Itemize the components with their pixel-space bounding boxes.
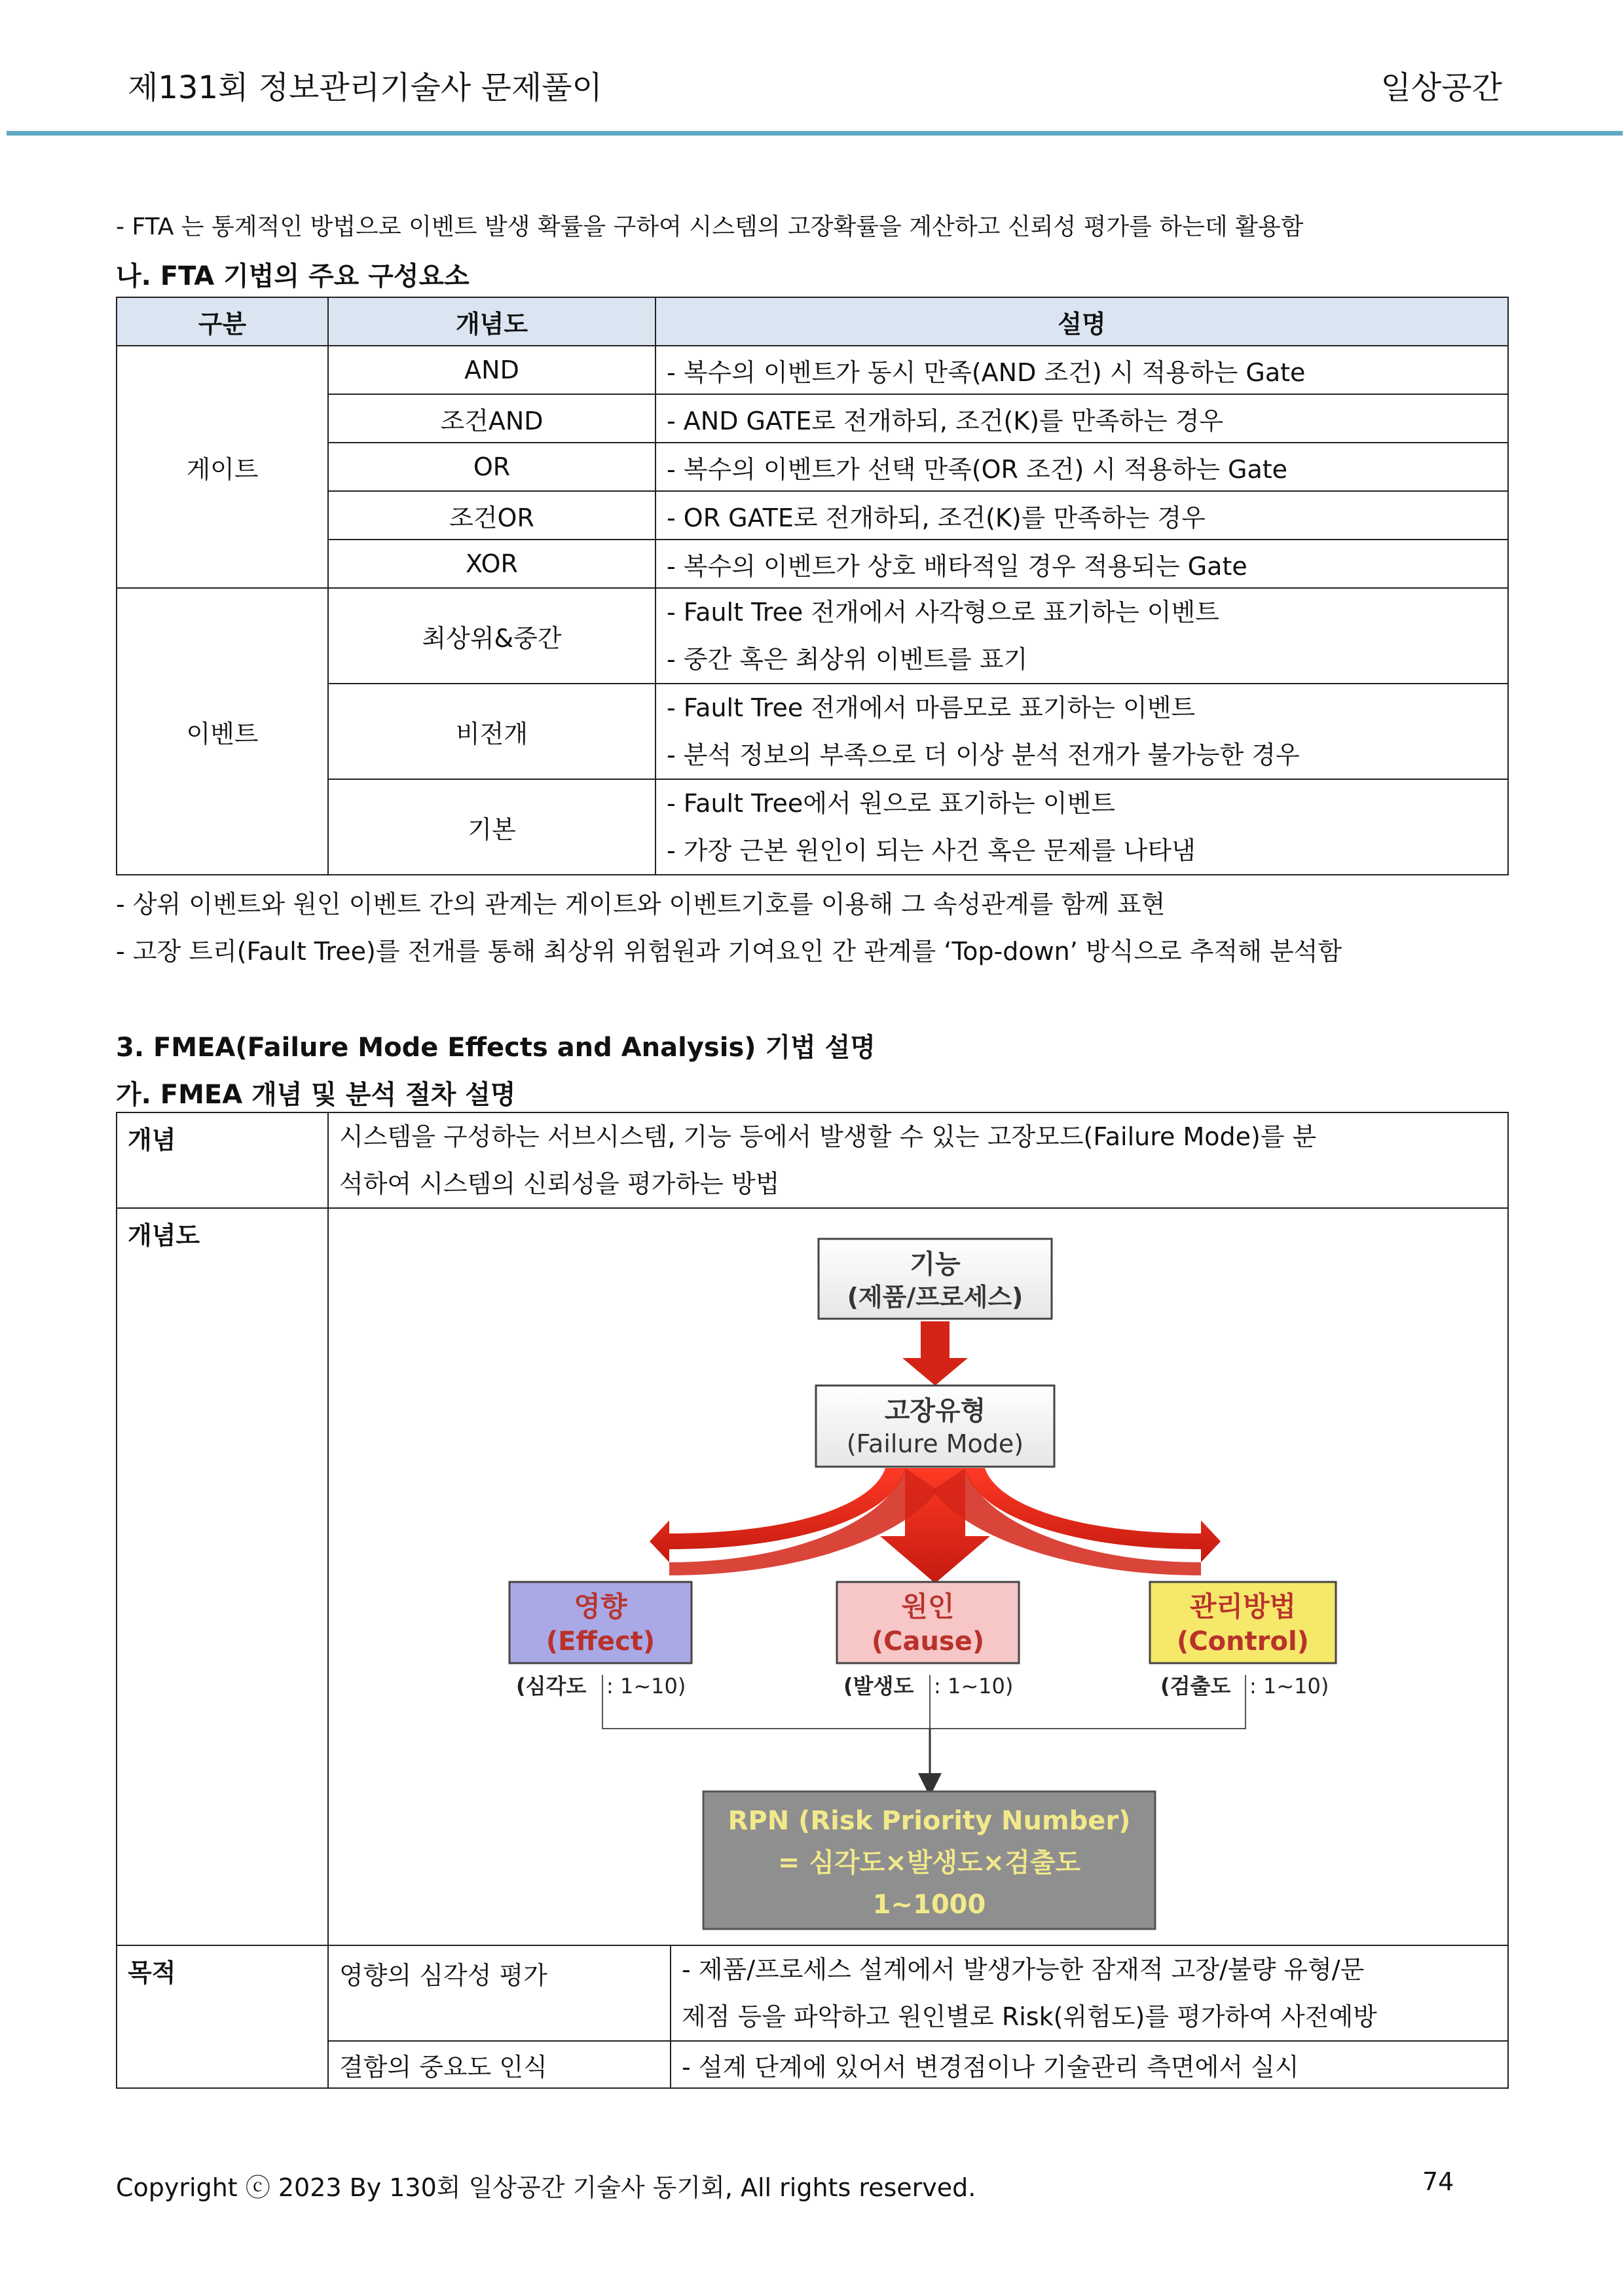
gate-name: OR	[328, 443, 655, 491]
event-desc-line: - 분석 정보의 부족으로 더 이상 분석 전개가 불가능한 경우	[667, 741, 1300, 769]
header-divider	[7, 131, 1623, 136]
gate-group-label: 게이트	[117, 346, 328, 588]
event-name: 비전개	[328, 684, 655, 779]
purpose-item: 결함의 중요도 인식	[328, 2041, 671, 2088]
rpn-range: 1~1000	[872, 1890, 986, 1920]
event-desc-line: - 가장 근본 원인이 되는 사건 혹은 문제를 나타냄	[667, 836, 1196, 865]
gate-name: AND	[328, 346, 655, 394]
severity-range: : 1~10)	[606, 1674, 686, 1698]
fta-heading: 나. FTA 기법의 주요 구성요소	[116, 261, 470, 291]
purpose-desc	[671, 1945, 1508, 2041]
gate-desc: - 복수의 이벤트가 선택 만족(OR 조건) 시 적용하는 Gate	[655, 443, 1508, 491]
fmea-table	[116, 1112, 1509, 2089]
gate-desc: - OR GATE로 전개하되, 조건(K)를 만족하는 경우	[655, 491, 1508, 540]
function-sublabel: (제품/프로세스)	[847, 1283, 1024, 1312]
col-header-description: 설명	[655, 297, 1508, 346]
event-desc-line: - Fault Tree 전개에서 마름모로 표기하는 이벤트	[667, 693, 1196, 722]
gate-name: 조건OR	[328, 491, 655, 540]
fmea-concept-line: 시스템을 구성하는 서브시스템, 기능 등에서 발생할 수 있는 고장모드(Failure Mode)를 분	[339, 1122, 1317, 1151]
fmea-diagram-label: 개념도	[117, 1208, 328, 1945]
event-desc	[655, 779, 1508, 875]
severity-label: (심각도	[516, 1674, 587, 1698]
fta-note: - 상위 이벤트와 원인 이벤트 간의 관계는 게이트와 이벤트기호를 이용해 그 속성관계를 함께 표현	[116, 890, 1166, 919]
rpn-title: RPN (Risk Priority Number)	[728, 1806, 1131, 1836]
fmea-subtitle: 가. FMEA 개념 및 분석 절차 설명	[116, 1080, 516, 1110]
purpose-item: 영향의 심각성 평가	[328, 1945, 671, 2041]
gate-name: XOR	[328, 540, 655, 588]
cause-label: 원인	[901, 1590, 955, 1623]
event-desc	[655, 684, 1508, 779]
purpose-desc-line: 제점 등을 파악하고 원인별로 Risk(위험도)를 평가하여 사전예방	[682, 2002, 1377, 2031]
control-label: 관리방법	[1189, 1590, 1297, 1623]
fmea-purpose-label: 목적	[117, 1945, 328, 2088]
detection-label: (검출도	[1160, 1674, 1231, 1698]
fmea-diagram-cell	[328, 1208, 1508, 1945]
effect-sublabel: (Effect)	[545, 1626, 655, 1657]
event-desc-line: - 중간 혹은 최상위 이벤트를 표기	[667, 645, 1028, 674]
rpn-formula: = 심각도×발생도×검출도	[777, 1848, 1081, 1878]
fta-intro: - FTA 는 통계적인 방법으로 이벤트 발생 확률을 구하여 시스템의 고장확률을 계산하고 신뢰성 평가를 하는데 활용함	[116, 213, 1304, 240]
detection-range: : 1~10)	[1249, 1674, 1329, 1698]
function-label: 기능	[910, 1249, 961, 1279]
event-desc	[655, 588, 1508, 684]
gate-desc: - AND GATE로 전개하되, 조건(K)를 만족하는 경우	[655, 394, 1508, 443]
purpose-desc-line: - 설계 단계에 있어서 변경점이나 기술관리 측면에서 실시	[682, 2052, 1299, 2082]
effect-label: 영향	[574, 1590, 627, 1623]
header-right: 일상공간	[1380, 69, 1502, 106]
down-arrow-shaft	[921, 1321, 950, 1359]
gate-desc: - 복수의 이벤트가 상호 배타적일 경우 적용되는 Gate	[655, 540, 1508, 588]
event-desc-line: - Fault Tree에서 원으로 표기하는 이벤트	[667, 789, 1115, 818]
occurrence-range: : 1~10)	[934, 1674, 1014, 1698]
event-name: 기본	[328, 779, 655, 875]
header-title: 제131회 정보관리기술사 문제풀이	[128, 69, 602, 106]
fmea-title: 3. FMEA(Failure Mode Effects and Analysis) 기법 설명	[116, 1033, 876, 1063]
fta-components-table	[116, 297, 1509, 875]
gate-desc: - 복수의 이벤트가 동시 만족(AND 조건) 시 적용하는 Gate	[655, 346, 1508, 394]
gate-name: 조건AND	[328, 394, 655, 443]
col-header-concept: 개념도	[328, 297, 655, 346]
fmea-diagram	[329, 1209, 1507, 1945]
fmea-concept-line: 석하여 시스템의 신뢰성을 평가하는 방법	[339, 1169, 780, 1198]
connector-line	[602, 1706, 1246, 1729]
footer-copyright: Copyright ⓒ 2023 By 130회 일상공간 기술사 동기회, All rights reserved.	[116, 2173, 976, 2202]
fmea-concept-text	[328, 1112, 1508, 1208]
purpose-desc-line: - 제품/프로세스 설계에서 발생가능한 잠재적 고장/불량 유형/문	[682, 1955, 1365, 1984]
down-arrow-head	[902, 1358, 968, 1386]
event-name: 최상위&중간	[328, 588, 655, 684]
fta-note: - 고장 트리(Fault Tree)를 전개를 통해 최상위 위험원과 기여요인 간 관계를 ‘Top-down’ 방식으로 추적해 분석함	[116, 937, 1342, 966]
col-header-category: 구분	[117, 297, 328, 346]
fmea-concept-label: 개념	[117, 1112, 328, 1208]
failure-mode-label: 고장유형	[884, 1396, 986, 1426]
event-desc-line: - Fault Tree 전개에서 사각형으로 표기하는 이벤트	[667, 598, 1219, 627]
event-group-label: 이벤트	[117, 588, 328, 875]
control-sublabel: (Control)	[1177, 1626, 1309, 1657]
occurrence-label: (발생도	[843, 1674, 914, 1698]
page-number: 74	[1422, 2167, 1454, 2196]
failure-mode-sublabel: (Failure Mode)	[846, 1429, 1024, 1458]
cause-sublabel: (Cause)	[871, 1626, 985, 1657]
purpose-desc	[671, 2041, 1508, 2088]
